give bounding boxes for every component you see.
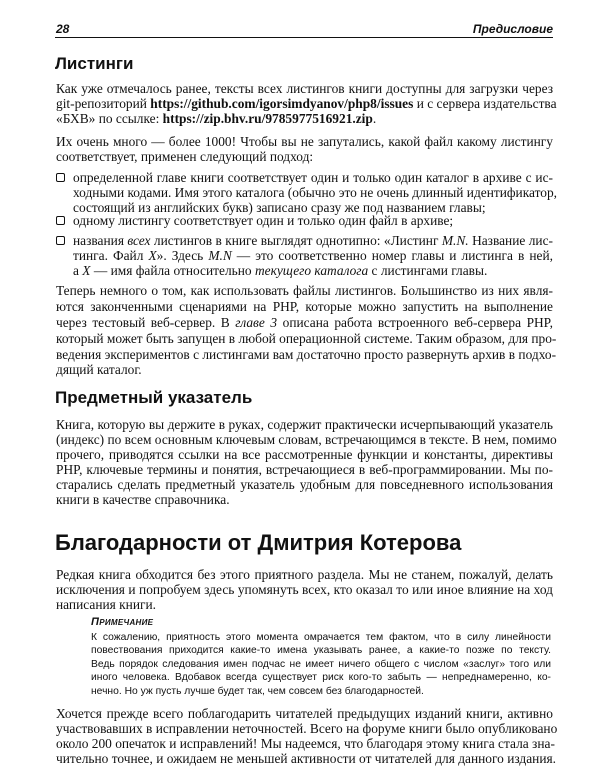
text-run: Книга, которую вы держите в руках, содержит практически исчерпывающий указатель bbox=[56, 417, 553, 432]
text-run: git-репозиторий bbox=[56, 96, 151, 111]
text-run: ходными кодами. Имя этого каталога (обычно это не очень длинный идентификатор, bbox=[73, 185, 558, 200]
italic-text: текущего каталога bbox=[254, 263, 369, 278]
url-text: https://github.com/igorsimdyanov/php8/issues bbox=[150, 96, 414, 111]
text-run: нечно. Но уж пусть лучше будет так, чем совсем без благодарностей. bbox=[91, 685, 424, 697]
text-run: который может быть запущен в любой операционной системе. Таким образом, для про- bbox=[56, 330, 557, 346]
text-line bbox=[56, 582, 553, 597]
text-run: Их очень много — более 1000! Чтобы вы не запутались, какой файл какому листингу bbox=[56, 134, 553, 149]
paragraph bbox=[56, 283, 557, 378]
text-run: дящий каталог. bbox=[56, 362, 142, 378]
text-run: соответствует, применен следующий подход: bbox=[56, 149, 314, 164]
text-line bbox=[56, 346, 557, 363]
text-line bbox=[56, 751, 557, 766]
text-line bbox=[56, 134, 553, 149]
text-line bbox=[91, 658, 551, 671]
text-run: Как уже отмечалось ранее, тексты всех листингов книги доступны для загрузки через bbox=[56, 81, 553, 96]
text-run: чительно точнее, и ожидаем не меньшей активности от читателей для данного издания. bbox=[56, 751, 557, 766]
text-run: и с сервера издательства bbox=[413, 96, 557, 111]
paragraph bbox=[56, 706, 558, 766]
text-line bbox=[56, 362, 553, 378]
text-run: старались сделать предметный указатель удобным для повседневного использования bbox=[56, 477, 553, 492]
text-run: повествования приходится какие-то имена указывать ранее, а какие-то позже по тексту. bbox=[91, 645, 551, 657]
bullet-item bbox=[73, 170, 558, 215]
text-run: определенной главе книги соответствует один и только один каталог в архиве с ис- bbox=[73, 170, 553, 185]
text-run: Редкая книга обходится без этого приятного раздела. Мы не станем, пожалуй, делать bbox=[56, 567, 553, 582]
text-line bbox=[56, 721, 558, 736]
text-line bbox=[73, 248, 553, 263]
text-run: ведения экспериментов с листингами вам достаточно просто развернуть архив в подхо- bbox=[56, 346, 557, 362]
text-line bbox=[91, 631, 551, 644]
paragraph bbox=[56, 134, 553, 164]
text-run: Хочется прежде всего поблагодарить читателей предыдущих изданий книги, активно bbox=[56, 706, 553, 721]
text-line bbox=[73, 213, 553, 228]
text-run: ». Здесь bbox=[156, 248, 209, 263]
text-run: а bbox=[73, 263, 83, 278]
text-line bbox=[73, 263, 553, 278]
text-run: описана работа встроенного веб-сервера PHP, bbox=[277, 314, 553, 330]
italic-text: всех bbox=[127, 233, 151, 248]
text-line bbox=[56, 706, 553, 721]
text-run: «БХВ» по ссылке: bbox=[56, 111, 163, 126]
text-run: (индекс) по всем основным ключевым словам, встречающимся в тексте. В нем, помимо bbox=[56, 432, 557, 447]
text-line bbox=[56, 81, 553, 96]
text-run: Теперь немного о том, как использовать файлы листингов. Большинство из них явля- bbox=[56, 283, 553, 298]
text-run: . bbox=[372, 111, 377, 126]
text-line bbox=[56, 111, 553, 126]
paragraph bbox=[56, 567, 553, 612]
text-run: PHP, ключевые термины и понятия, встречающиеся в веб-программировании. Мы по- bbox=[56, 462, 553, 477]
text-run: прочего, приводятся ссылки на все рассмотренные функции и константы, директивы bbox=[56, 447, 553, 462]
text-run: участвовавших в исправлении неточностей. Всего на форуме книги было опубликовано bbox=[56, 721, 558, 736]
text-line bbox=[56, 417, 553, 432]
url-text: https://zip.bhv.ru/9785977516921.zip bbox=[162, 111, 373, 126]
text-run: листингов в книге выглядят однотипно: «Листинг bbox=[150, 233, 442, 248]
italic-text: X bbox=[82, 263, 91, 278]
page-number: 28 bbox=[56, 22, 70, 36]
text-line bbox=[91, 685, 551, 698]
text-line bbox=[73, 233, 553, 248]
checkbox-bullet-icon bbox=[56, 216, 65, 225]
text-run: с листингами главы. bbox=[368, 263, 488, 278]
text-line bbox=[56, 315, 553, 331]
italic-text: X bbox=[148, 248, 157, 263]
text-run: одному листингу соответствует один и только один файл в архиве; bbox=[73, 213, 454, 228]
text-run: около 200 опечаток и исправлений! Мы надеемся, что благодаря этому книга стала зна- bbox=[56, 736, 555, 751]
text-run: тинга. Файл bbox=[73, 248, 149, 263]
chapter-heading-thanks: Благодарности от Дмитрия Котерова bbox=[55, 530, 462, 555]
text-run: Название лис- bbox=[468, 233, 553, 248]
text-line bbox=[56, 149, 553, 164]
paragraph bbox=[56, 417, 557, 507]
text-run: ются законченными сценариями на PHP, которые можно запустить на выполнение bbox=[56, 298, 553, 314]
text-line bbox=[56, 447, 553, 462]
checkbox-bullet-icon bbox=[56, 173, 65, 182]
text-line bbox=[91, 644, 551, 657]
text-run: написания книги. bbox=[56, 597, 156, 612]
text-run: состоящий из английских букв) записано сразу же под названием главы; bbox=[73, 200, 486, 215]
text-line bbox=[56, 477, 553, 492]
text-line bbox=[56, 96, 557, 111]
note-body bbox=[91, 631, 551, 698]
text-line bbox=[56, 299, 553, 315]
text-line bbox=[73, 170, 553, 185]
bullet-item bbox=[73, 213, 553, 228]
text-run: названия bbox=[73, 233, 128, 248]
text-line bbox=[56, 736, 553, 751]
text-line bbox=[56, 462, 553, 477]
text-run: исключения и попробуем здесь упомянуть всех, кто оказал то или иное влияние на ход bbox=[56, 582, 553, 597]
note-title: Примечание bbox=[91, 616, 154, 628]
text-run: — это соответственно номер главы и листинга в ней, bbox=[231, 248, 553, 263]
text-run: через тестовый веб-сервер. В bbox=[56, 314, 236, 330]
text-run: К сожалению, приятность этого момента омрачается тем фактом, что в силу линейности bbox=[91, 632, 551, 643]
text-line bbox=[91, 671, 551, 684]
text-run: Ведь порядок следования имен подчас не имеет ничего общего с числом «заслуг» того или bbox=[91, 658, 551, 670]
italic-text: M.N bbox=[208, 248, 232, 263]
text-line bbox=[56, 330, 557, 347]
bullet-item bbox=[73, 233, 553, 278]
text-run: — имя файла относительно bbox=[90, 263, 255, 278]
italic-text: главе 3 bbox=[235, 314, 278, 330]
section-heading-listings: Листинги bbox=[55, 54, 134, 73]
paragraph bbox=[56, 81, 557, 126]
running-header bbox=[55, 22, 553, 38]
text-line bbox=[56, 567, 553, 582]
italic-text: M.N. bbox=[441, 233, 469, 248]
text-line bbox=[56, 597, 553, 612]
checkbox-bullet-icon bbox=[56, 236, 65, 245]
text-run: иного человека. Вдобавок всегда существует риск кого-то забыть — непреднамеренно, ко- bbox=[91, 672, 551, 684]
section-heading-index: Предметный указатель bbox=[55, 388, 253, 407]
text-run: книги в качестве справочника. bbox=[56, 492, 230, 507]
running-title: Предисловие bbox=[472, 22, 553, 36]
text-line bbox=[73, 185, 558, 200]
text-line bbox=[56, 492, 553, 507]
text-line bbox=[56, 283, 553, 299]
text-line bbox=[56, 432, 557, 447]
